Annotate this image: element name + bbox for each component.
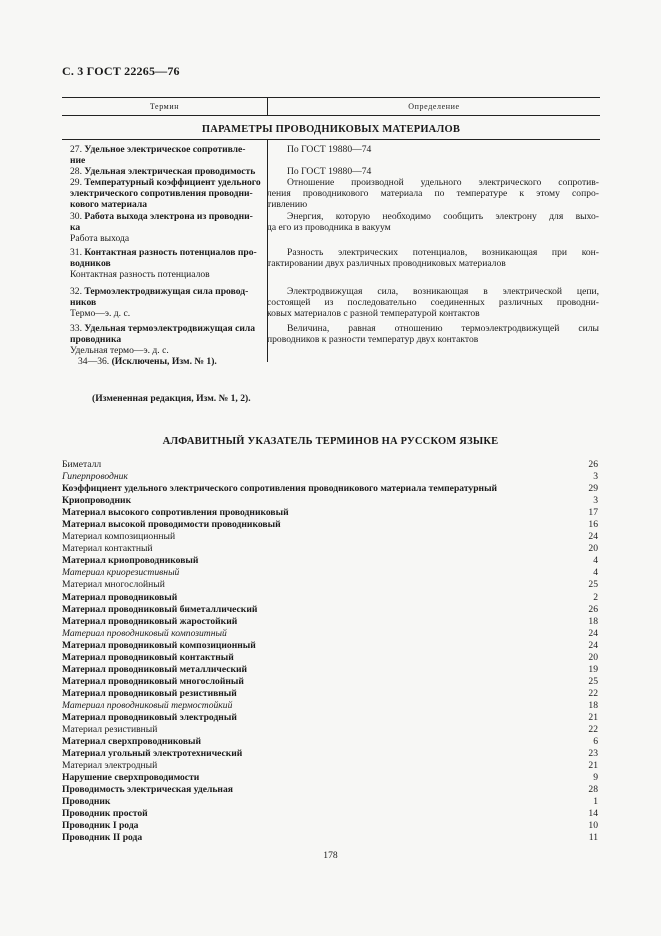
index-term: Материал проводниковый контактный [62, 651, 234, 663]
index-entry [62, 483, 598, 495]
term-line: электрического сопротивления проводни- [70, 188, 253, 200]
index-term: Проводимость электрическая удельная [62, 784, 233, 796]
term-line: 32. Термоэлектродвижущая сила провод- [70, 286, 249, 297]
index-entry [62, 592, 598, 604]
index-term: Материал высокой проводимости проводниковый [62, 519, 281, 531]
index-number: 17 [588, 507, 598, 519]
term-line: ка [70, 222, 81, 234]
index-term: Материал проводниковый биметаллический [62, 603, 258, 615]
index-term: Материал проводниковый композиционный [62, 639, 256, 651]
column-header-term: Термин [62, 98, 268, 115]
definition-line: Отношение производной удельного электрического сопротив- [287, 177, 599, 188]
term-line: 30. Работа выхода электрона из проводни- [70, 211, 253, 222]
definition-line: да его из проводника в вакуум [267, 222, 391, 234]
index-number: 14 [588, 808, 598, 820]
index-number: 22 [588, 687, 598, 699]
term-line: ников [70, 297, 97, 309]
index-term: Материал многослойный [62, 579, 165, 591]
term-synonym: Термо—э. д. с. [70, 308, 131, 320]
index-number: 21 [588, 711, 598, 723]
index-number: 23 [588, 748, 598, 760]
definition-line: Величина, равная отношению термоэлектродвижущей силы [287, 323, 599, 334]
index-term: Материал резистивный [62, 724, 158, 736]
index-number: 25 [588, 675, 598, 687]
index-entry [62, 820, 598, 832]
index-number: 21 [588, 760, 598, 772]
index-term: Материал проводниковый электродный [62, 711, 237, 723]
term-line: 28. Удельная электрическая проводимость [70, 166, 256, 177]
index-number: 3 [593, 471, 598, 483]
index-number: 28 [588, 784, 598, 796]
index-term: Материал криопроводниковый [62, 555, 199, 567]
index-title: АЛФАВИТНЫЙ УКАЗАТЕЛЬ ТЕРМИНОВ НА РУССКОМ ЯЗЫКЕ [162, 436, 499, 447]
term-line: ние [70, 155, 86, 167]
table-body [62, 140, 600, 367]
table-header [62, 97, 600, 116]
index-entry [62, 688, 598, 700]
definition-line: Энергия, которую необходимо сообщить электрону для выхо- [287, 211, 599, 222]
index-entry [62, 459, 598, 471]
page-number: 178 [323, 850, 338, 861]
section-title: ПАРАМЕТРЫ ПРОВОДНИКОВЫХ МАТЕРИАЛОВ [62, 116, 600, 140]
index-entry [62, 832, 598, 844]
index-entry [62, 555, 598, 567]
edition-note: (Измененная редакция, Изм. № 1, 2). [92, 393, 251, 404]
definition-entry [267, 247, 599, 270]
definition-line: Разность электрических потенциалов, возникающая при кон- [287, 247, 599, 258]
index-term: Гиперпроводник [62, 471, 128, 483]
index-number: 11 [588, 832, 598, 844]
index-term: Материал угольный электротехнический [62, 748, 243, 760]
index-entry [62, 507, 598, 519]
index-term: Материал проводниковый жаростойкий [62, 615, 238, 627]
term-entry [70, 247, 266, 281]
index-number: 19 [588, 663, 598, 675]
index-entry [62, 676, 598, 688]
index-entry [62, 543, 598, 555]
index-entry [62, 772, 598, 784]
definition-entry [267, 286, 599, 320]
index-number: 10 [588, 820, 598, 832]
index-term: Материал сверхпроводниковый [62, 736, 202, 748]
index-term: Материал проводниковый металлический [62, 663, 248, 675]
index-term: Материал высокого сопротивления проводниковый [62, 507, 289, 519]
index-term: Материал проводниковый термостойкий [62, 699, 233, 711]
term-synonym: Работа выхода [70, 233, 130, 245]
index-term: Биметалл [62, 459, 102, 470]
term-line: кового материала [70, 199, 148, 211]
term-entry [70, 166, 266, 177]
index-term: Материал криорезистивный [62, 567, 180, 579]
index-term: Материал проводниковый [62, 591, 178, 603]
index-number: 18 [588, 615, 598, 627]
index-number: 9 [593, 772, 598, 784]
term-entry [70, 211, 266, 245]
index-entry [62, 736, 598, 748]
index-entry [62, 748, 598, 760]
index-entry [62, 628, 598, 640]
term-synonym: Контактная разность потенциалов [70, 269, 210, 281]
index-number: 4 [593, 567, 598, 579]
index-term: Материал электродный [62, 760, 158, 772]
index-entry [62, 652, 598, 664]
index-entry [62, 567, 598, 579]
definition-line: состоящей из последовательно соединенных различных проводни- [267, 297, 599, 309]
index-term: Проводник I рода [62, 820, 139, 832]
index-term: Проводник [62, 796, 111, 808]
term-line: 31. Контактная разность потенциалов про- [70, 247, 257, 258]
term-line: 34—36. (Исключены, Изм. № 1). [78, 356, 217, 367]
index-term: Проводник простой [62, 808, 148, 820]
index-number: 3 [593, 495, 598, 507]
index-entry [62, 784, 598, 796]
definition-entry [267, 323, 599, 346]
definition-entry [287, 166, 599, 177]
term-line: 29. Температурный коэффициент удельного [70, 177, 261, 188]
index-number: 6 [593, 736, 598, 748]
definition-line: ления проводникового материала по температуре к этому сопро- [267, 188, 599, 200]
index-number: 24 [588, 627, 598, 639]
index-number: 16 [588, 519, 598, 531]
index-entry [62, 519, 598, 531]
alphabetical-index [62, 459, 598, 845]
index-number: 29 [588, 483, 598, 495]
term-synonym: Удельная термо—э. д. с. [70, 345, 169, 357]
index-entry [62, 808, 598, 820]
term-line: 33. Удельная термоэлектродвижущая сила [70, 323, 256, 334]
index-entry [62, 640, 598, 652]
index-entry [62, 664, 598, 676]
index-term: Материал контактный [62, 543, 153, 555]
index-number: 22 [588, 724, 598, 736]
index-term: Криопроводник [62, 495, 132, 507]
index-term: Проводник II рода [62, 832, 143, 844]
index-number: 2 [593, 591, 598, 603]
column-header-definition: Определение [408, 102, 460, 111]
index-number: 4 [593, 555, 598, 567]
term-entry [70, 177, 266, 211]
index-number: 26 [588, 603, 598, 615]
index-number: 20 [588, 651, 598, 663]
index-number: 26 [588, 459, 598, 470]
index-number: 24 [588, 531, 598, 543]
terms-table [62, 97, 600, 367]
index-term: Коэффициент удельного электрического сопротивления проводникового материала температурный [62, 483, 498, 495]
index-number: 20 [588, 543, 598, 555]
definition-line: По ГОСТ 19880—74 [287, 166, 372, 177]
index-term: Нарушение сверхпроводимости [62, 772, 200, 784]
definition-entry [287, 144, 599, 155]
term-entry [70, 286, 266, 320]
index-entry [62, 760, 598, 772]
definition-line: проводников к разности температур двух контактов [267, 334, 479, 346]
index-term: Материал проводниковый многослойный [62, 675, 244, 687]
index-number: 1 [593, 796, 598, 808]
definition-line: По ГОСТ 19880—74 [287, 144, 372, 155]
index-term: Материал композиционный [62, 531, 176, 543]
index-entry [62, 495, 598, 507]
definition-line: тивлению [267, 199, 308, 211]
index-entry [62, 796, 598, 808]
index-entry [62, 700, 598, 712]
term-line: проводника [70, 334, 122, 346]
definition-line: Электродвижущая сила, возникающая в электрической цепи, [287, 286, 599, 297]
definition-entry [267, 177, 599, 211]
term-line: 27. Удельное электрическое сопротивле- [70, 144, 246, 155]
term-line: водников [70, 258, 111, 270]
definition-line: тактировании двух различных проводниковых материалов [267, 258, 506, 270]
column-divider [267, 140, 268, 362]
term-entry [70, 323, 266, 357]
definition-line: ковых материалов с разной температурой контактов [267, 308, 480, 320]
index-number: 18 [588, 699, 598, 711]
index-entry [62, 616, 598, 628]
term-entry [78, 356, 338, 367]
page-header: С. 3 ГОСТ 22265—76 [62, 64, 180, 78]
index-entry [62, 604, 598, 616]
index-entry [62, 724, 598, 736]
index-term: Материал проводниковый резистивный [62, 687, 237, 699]
term-entry [70, 144, 266, 166]
index-entry [62, 471, 598, 483]
index-entry [62, 531, 598, 543]
index-term: Материал проводниковый композитный [62, 627, 227, 639]
index-entry [62, 712, 598, 724]
index-number: 25 [588, 579, 598, 591]
definition-entry [267, 211, 599, 234]
index-number: 24 [588, 639, 598, 651]
index-entry [62, 579, 598, 591]
